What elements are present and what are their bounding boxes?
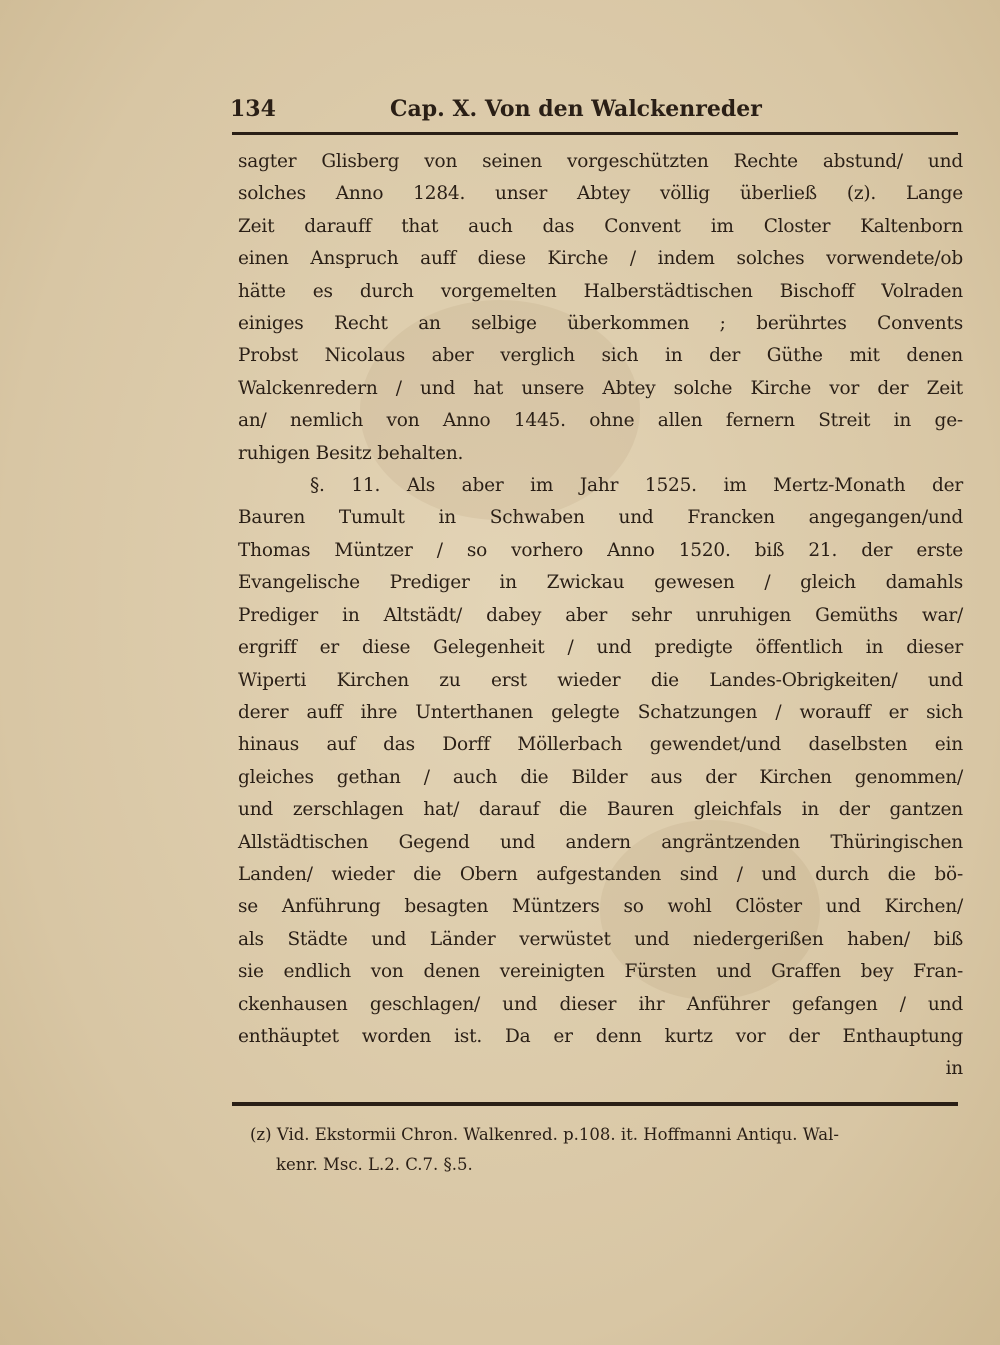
- text-line: sagter Glisberg von seinen vorgeschützten Rechte abstund/ und: [238, 151, 963, 172]
- text-line: Zeit darauff that auch das Convent im Closter Kaltenborn: [238, 215, 963, 237]
- header-rule: [232, 132, 958, 135]
- section-start-line: §. 11. Als aber im Jahr 1525. im Mertz-Monath der: [310, 475, 963, 497]
- footnote-line: kenr. Msc. L.2. C.7. §.5.: [276, 1155, 473, 1174]
- footnote-line: (z) Vid. Ekstormii Chron. Walkenred. p.108. it. Hoffmanni Antiqu. Wal-: [250, 1125, 839, 1144]
- text-line: Landen/ wieder die Obern aufgestanden sind / und durch die bö-: [238, 863, 963, 885]
- text-line: einen Anspruch auff diese Kirche / indem solches vorwendete/ob: [238, 248, 963, 270]
- footnote: [250, 1120, 965, 1180]
- footnote-rule: [232, 1102, 958, 1106]
- catchword: in: [945, 1058, 963, 1080]
- text-line: Walckenredern / und hat unsere Abtey solche Kirche vor der Zeit: [238, 377, 963, 399]
- text-line: Allstädtischen Gegend und andern angräntzenden Thüringischen: [238, 831, 963, 853]
- body-text: [238, 146, 963, 1086]
- text-line: Prediger in Altstädt/ dabey aber sehr unruhigen Gemüths war/: [238, 604, 963, 626]
- text-line: Probst Nicolaus aber verglich sich in der Güthe mit denen: [238, 345, 963, 367]
- text-line: hinaus auf das Dorff Möllerbach gewendet/und daselbsten ein: [238, 734, 963, 756]
- text-line: Evangelische Prediger in Zwickau gewesen / gleich damahls: [238, 572, 963, 594]
- page-number: 134: [230, 96, 276, 122]
- text-line: derer auff ihre Unterthanen gelegte Schatzungen / worauff er sich: [238, 701, 963, 723]
- text-line: ruhigen Besitz behalten.: [238, 442, 464, 464]
- text-line: enthäuptet worden ist. Da er denn kurtz vor der Enthauptung: [238, 1025, 963, 1047]
- text-line: ckenhausen geschlagen/ und dieser ihr Anführer gefangen / und: [238, 993, 963, 1015]
- text-line: se Anführung besagten Müntzers so wohl Clöster und Kirchen/: [238, 896, 963, 918]
- page-header: [230, 96, 960, 136]
- text-line: solches Anno 1284. unser Abtey völlig überließ (z). Lange: [238, 183, 963, 205]
- text-line: Thomas Müntzer / so vorhero Anno 1520. biß 21. der erste: [238, 539, 963, 561]
- text-line: hätte es durch vorgemelten Halberstädtischen Bischoff Volraden: [238, 280, 963, 302]
- text-line: gleiches gethan / auch die Bilder aus der Kirchen genommen/: [238, 766, 963, 788]
- text-line: ergriff er diese Gelegenheit / und predigte öffentlich in dieser: [238, 637, 963, 659]
- running-head: Cap. X. Von den Walckenreder: [390, 96, 762, 122]
- text-line: als Städte und Länder verwüstet und niedergerißen haben/ biß: [238, 928, 963, 950]
- text-line: und zerschlagen hat/ darauf die Bauren gleichfals in der gantzen: [238, 799, 963, 821]
- text-line: sie endlich von denen vereinigten Fürsten und Graffen bey Fran-: [238, 961, 963, 983]
- text-line: an/ nemlich von Anno 1445. ohne allen fernern Streit in ge-: [238, 410, 963, 432]
- text-line: Wiperti Kirchen zu erst wieder die Landes-Obrigkeiten/ und: [238, 669, 963, 691]
- text-line: Bauren Tumult in Schwaben und Francken angegangen/und: [238, 507, 963, 529]
- text-line: einiges Recht an selbige überkommen ; berührtes Convents: [238, 313, 963, 335]
